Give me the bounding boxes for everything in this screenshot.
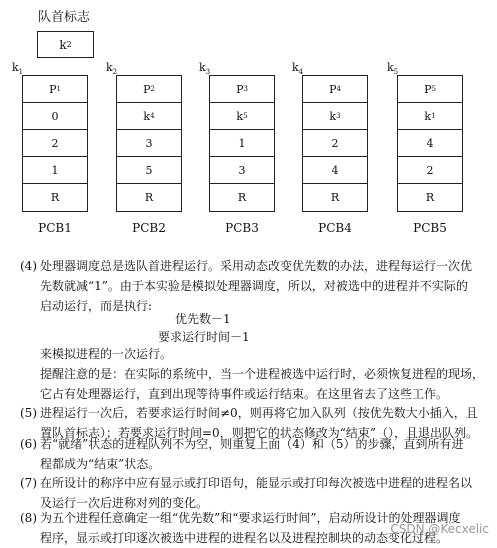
pcb-cell: R (237, 191, 247, 204)
paragraph-line: 及运行一次后进称对列的变化。 (40, 496, 209, 510)
pcb-cell: R (425, 191, 435, 204)
paragraph-line: 进程运行一次后，若要求运行时间≠0，则再将它加入队列（按优先数大小插入，且 (40, 406, 478, 420)
pcb-pointer-label: $k_1$ (12, 61, 24, 77)
pcb-cell: k 4 (117, 103, 181, 130)
paragraph-line: 提醒注意的是：在实际的系统中，当一个进程被选中运行时，必须恢复进程的现场， (40, 367, 485, 381)
pcb-cell: 0 (23, 103, 87, 130)
pcb-cell: 4 (398, 130, 462, 157)
queue-head-box (37, 31, 94, 58)
pcb-pointer-label: $k_2$ (106, 61, 118, 77)
pcb-cell: P 1 (23, 76, 87, 103)
pcb-name: PCB1 (38, 221, 72, 235)
paragraph-line: 若“就绪”状态的进程队列不为空，则重复上面（4）和（5）的步骤，直到所有进 (40, 437, 464, 451)
pcb-cell: P 3 (210, 76, 274, 103)
pcb-cell: P 5 (398, 76, 462, 103)
paragraph-line: 来模拟进程的一次运行。 (40, 347, 173, 361)
paragraph (40, 344, 492, 404)
pcb-block (302, 75, 368, 212)
paragraph-line: 程序，显示或打印逐次被选中进程的进程名以及进程控制块的动态变化过程。 (40, 531, 449, 545)
pcb-cell: k 5 (210, 103, 274, 130)
item-number: (4) (20, 259, 37, 273)
pcb-cell: R (144, 191, 154, 204)
paragraph-line: 启动运行，而是执行: (40, 299, 153, 313)
pcb-cell: R (50, 191, 60, 204)
item-number: (8) (20, 511, 37, 525)
pcb-cell: k 1 (398, 103, 462, 130)
pcb-cell: 2 (303, 130, 367, 157)
pcb-cell: 1 (210, 130, 274, 157)
pcb-cell: 5 (117, 157, 181, 184)
pcb-block (22, 75, 88, 212)
pcb-name: PCB2 (132, 221, 166, 235)
pcb-name: PCB3 (225, 221, 259, 235)
item-number: (6) (20, 437, 37, 451)
paragraph-line: 为五个进程任意确定一组“优先数”和“要求运行时间”，启动所设计的处理器调度 (40, 511, 461, 525)
formula-line: 要求运行时间－1 (158, 330, 250, 344)
pcb-block (209, 75, 275, 212)
paragraph-line: 置队首标志）；若要求运行时间=0，则把它的状态修改为“结束”（），且退出队列。 (40, 426, 478, 440)
paragraph-line: 处理器调度总是选队首进程运行。采用动态改变优先数的办法，进程每运行一次优 (40, 259, 473, 273)
pcb-cell: 3 (210, 157, 274, 184)
pcb-pointer-label: $k_5$ (387, 61, 399, 77)
pcb-cell: 4 (303, 157, 367, 184)
formula-line: 优先数－1 (175, 312, 231, 326)
pcb-cell: 3 (117, 130, 181, 157)
pcb-name: PCB5 (413, 221, 447, 235)
paragraph-line: 在所设计的称序中应有显示或打印语句，能显示或打印每次被选中进程的进程名以 (40, 476, 473, 490)
watermark: CSDN @Kecxelic (390, 522, 489, 536)
pcb-cell: P 4 (303, 76, 367, 103)
pcb-cell: 2 (23, 130, 87, 157)
item-number: (5) (20, 406, 37, 420)
paragraph (40, 473, 492, 513)
pcb-cell: P 2 (117, 76, 181, 103)
pcb-cell: R (330, 191, 340, 204)
pcb-cell: 2 (398, 157, 462, 184)
queue-head-value: k (59, 37, 67, 52)
pcb-cell: 1 (23, 157, 87, 184)
paragraph-line: 先数就减“1”。由于本实验是模拟处理器调度，所以，对被选中的进程并不实际的 (40, 279, 468, 293)
queue-head-sub: 2 (66, 40, 72, 49)
pcb-block (397, 75, 463, 212)
paragraph-line: 程都成为“结束”状态。 (40, 457, 161, 471)
pcb-cell: k 3 (303, 103, 367, 130)
pcb-block (116, 75, 182, 212)
item-number: (7) (20, 476, 37, 490)
paragraph (40, 256, 492, 316)
pcb-name: PCB4 (318, 221, 352, 235)
paragraph-line: 它占有处理器运行，直到出现等待事件或运行结束。在这里省去了这些工作。 (40, 387, 449, 401)
pcb-pointer-label: $k_3$ (199, 61, 211, 77)
pcb-pointer-label: $k_4$ (292, 61, 304, 77)
paragraph (40, 434, 492, 474)
queue-head-label: 队首标志 (38, 10, 91, 25)
